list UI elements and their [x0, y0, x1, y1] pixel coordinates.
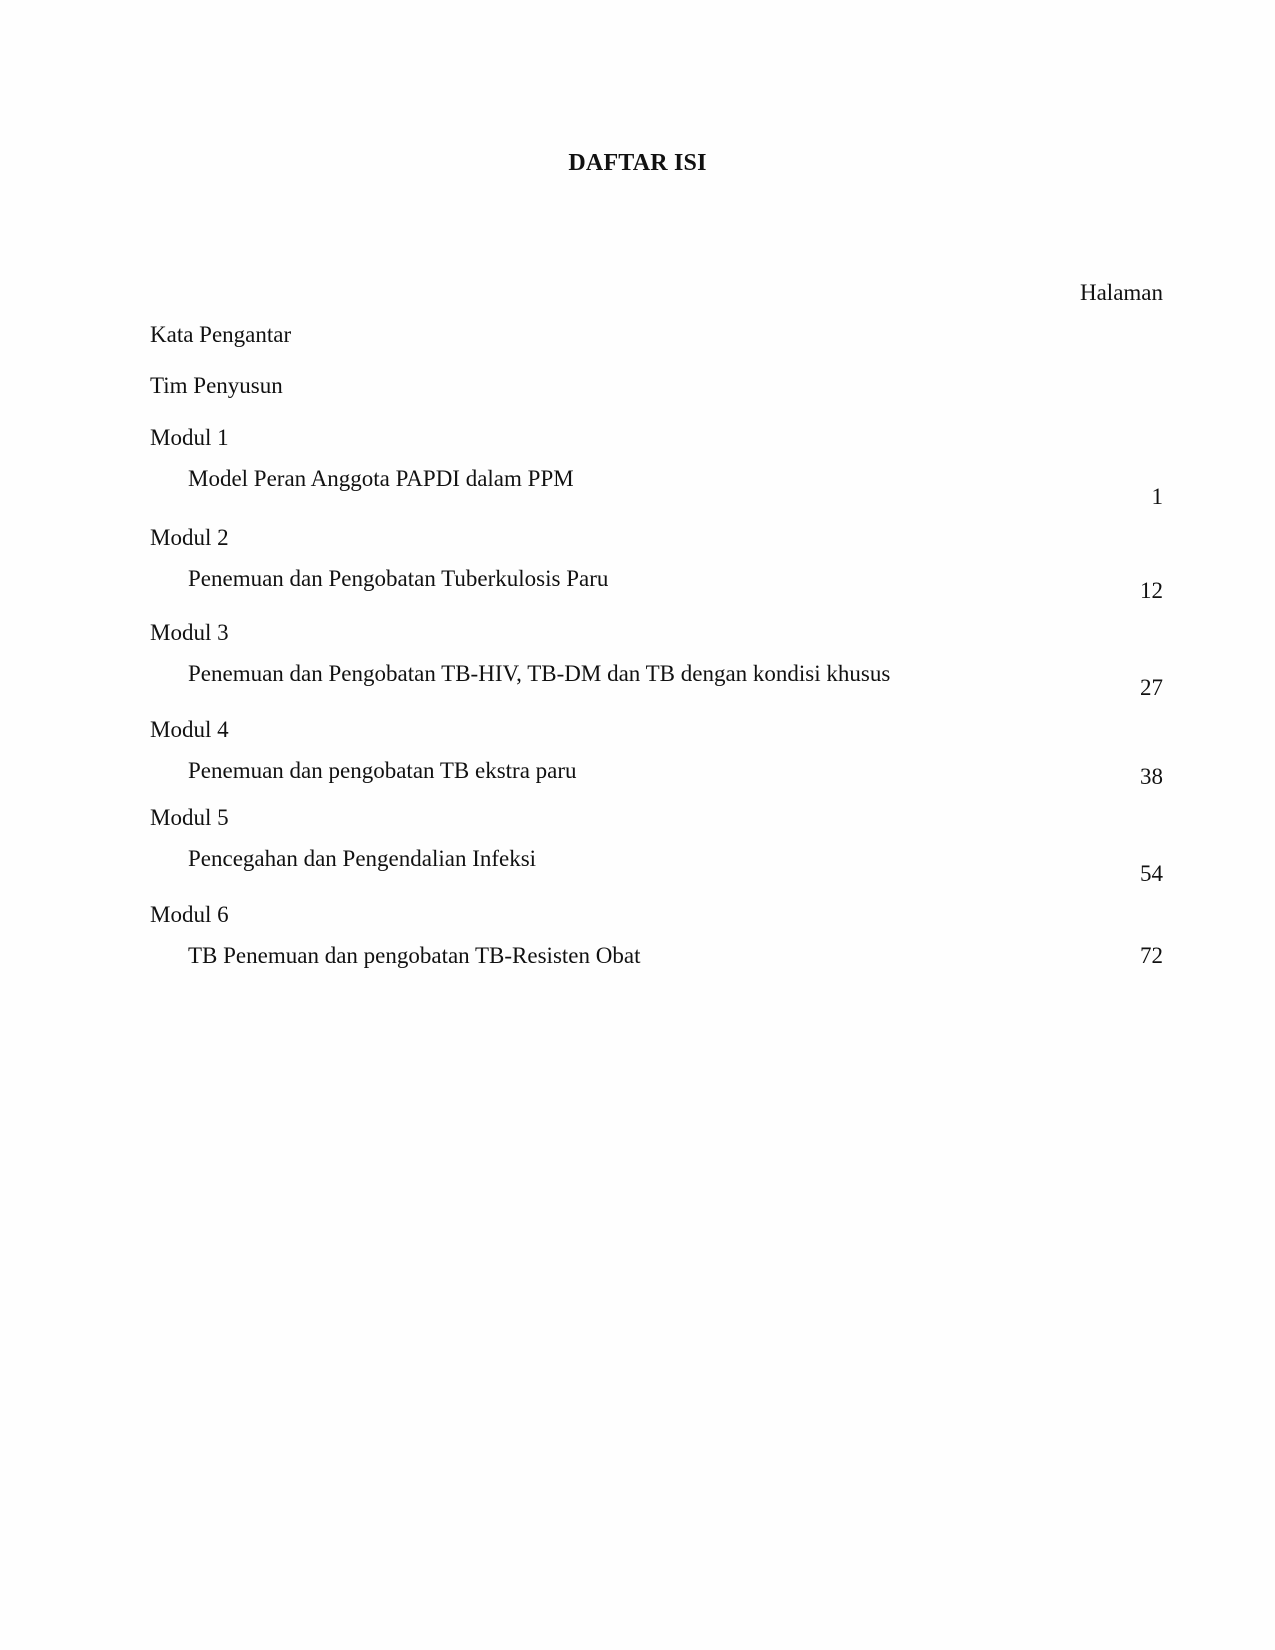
toc-module-entry: Pencegahan dan Pengendalian Infeksi — [188, 846, 537, 871]
toc-module-entry: Penemuan dan pengobatan TB ekstra paru — [188, 758, 577, 783]
toc-module-heading: Modul 1 — [150, 425, 229, 450]
toc-module-entry: Penemuan dan Pengobatan Tuberkulosis Paru — [188, 566, 609, 591]
toc-module-entry: Penemuan dan Pengobatan TB-HIV, TB-DM dan TB dengan kondisi khusus — [188, 661, 891, 686]
toc-item-tim-penyusun: Tim Penyusun — [150, 373, 283, 398]
toc-module-heading: Modul 5 — [150, 805, 229, 830]
toc-module-entry: TB Penemuan dan pengobatan TB-Resisten Obat — [188, 943, 641, 968]
toc-module-heading: Modul 3 — [150, 620, 229, 645]
toc-page-number: 1 — [1151, 484, 1163, 509]
toc-item-kata-pengantar: Kata Pengantar — [150, 322, 292, 347]
toc-page-number: 27 — [1140, 675, 1163, 700]
toc-module-heading: Modul 2 — [150, 525, 229, 550]
toc-page-number: 38 — [1140, 764, 1163, 789]
toc-page-number: 72 — [1140, 943, 1163, 968]
toc-module-entry: Model Peran Anggota PAPDI dalam PPM — [188, 466, 574, 491]
toc-module-heading: Modul 6 — [150, 902, 229, 927]
page-title: DAFTAR ISI — [568, 150, 707, 176]
toc-module-heading: Modul 4 — [150, 717, 229, 742]
page-column-header: Halaman — [1079, 280, 1163, 305]
toc-page-number: 12 — [1140, 578, 1163, 603]
toc-page-number: 54 — [1140, 861, 1163, 886]
